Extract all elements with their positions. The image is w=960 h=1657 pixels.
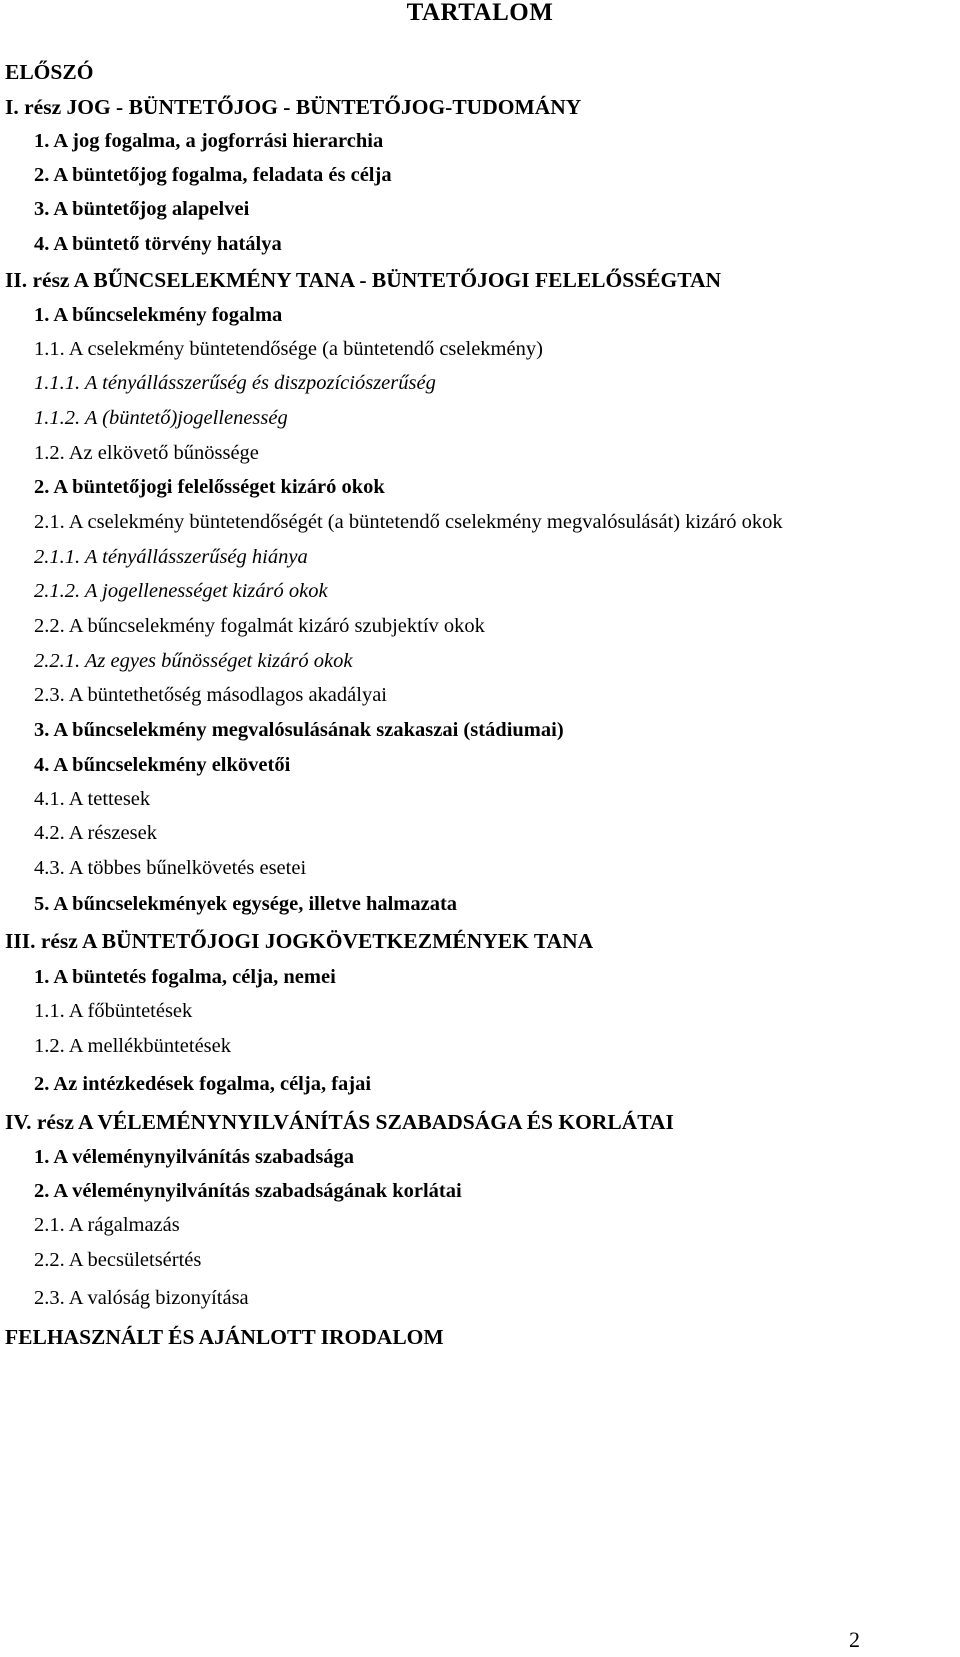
toc-entry: 1.2. A mellékbüntetések [34,1035,231,1057]
toc-entry: 4.2. A részesek [34,822,157,844]
toc-entry: 2.2. A bűncselekmény fogalmát kizáró szubjektív okok [34,615,485,637]
page-number: 2 [849,1627,860,1652]
toc-part-heading: II. rész A BŰNCSELEKMÉNY TANA - BÜNTETŐJOGI FELELŐSSÉGTAN [5,268,721,292]
toc-entry: 1.1.2. A (büntető)jogellenesség [34,407,288,429]
toc-entry: 4.3. A többes bűnelkövetés esetei [34,857,307,879]
toc-entry: 1.1. A főbüntetések [34,1000,193,1022]
toc-entry: 2.1.2. A jogellenességet kizáró okok [34,580,328,602]
toc-entry: 1. A véleménynyilvánítás szabadsága [34,1146,355,1168]
toc-entry: 2. A büntetőjog fogalma, feladata és célja [34,164,392,186]
toc-entry: 2.2. A becsületsértés [34,1249,202,1271]
toc-entry: 1.2. Az elkövető bűnössége [34,442,259,464]
toc-entry: 2.1. A cselekmény büntetendőségét (a büntetendő cselekmény megvalósulását) kizáró okok [34,511,783,533]
table-of-contents [0,54,960,1356]
toc-part-heading: I. rész JOG - BÜNTETŐJOG - BÜNTETŐJOG-TUDOMÁNY [5,95,582,119]
toc-part-heading: ELŐSZÓ [5,60,94,84]
toc-entry: 5. A bűncselekmények egysége, illetve halmazata [34,893,458,915]
toc-part-heading: FELHASZNÁLT ÉS AJÁNLOTT IRODALOM [5,1325,444,1349]
toc-entry: 2. Az intézkedések fogalma, célja, fajai [34,1073,372,1095]
toc-entry: 2.3. A valóság bizonyítása [34,1287,249,1309]
toc-entry: 1.1.1. A tényállásszerűség és diszpozíciószerűség [34,372,436,394]
toc-entry: 1.1. A cselekmény büntetendősége (a büntetendő cselekmény) [34,338,543,360]
toc-entry: 3. A bűncselekmény megvalósulásának szakaszai (stádiumai) [34,719,564,741]
toc-entry: 2.1.1. A tényállásszerűség hiánya [34,546,308,568]
toc-entry: 1. A büntetés fogalma, célja, nemei [34,966,336,988]
toc-part-heading: III. rész A BÜNTETŐJOGI JOGKÖVETKEZMÉNYEK TANA [5,929,594,953]
toc-part-heading: IV. rész A VÉLEMÉNYNYILVÁNÍTÁS SZABADSÁGA ÉS KORLÁTAI [5,1110,674,1134]
toc-entry: 2. A véleménynyilvánítás szabadságának korlátai [34,1180,462,1202]
toc-entry: 2.3. A büntethetőség másodlagos akadályai [34,684,387,706]
toc-entry: 4. A büntető törvény hatálya [34,233,282,255]
toc-entry: 2.2.1. Az egyes bűnösséget kizáró okok [34,650,353,672]
toc-entry: 1. A bűncselekmény fogalma [34,304,283,326]
toc-entry: 1. A jog fogalma, a jogforrási hierarchia [34,130,384,152]
toc-entry: 2.1. A rágalmazás [34,1214,180,1236]
toc-entry: 4.1. A tettesek [34,788,151,810]
page-title: TARTALOM [406,0,554,26]
toc-entry: 2. A büntetőjogi felelősséget kizáró okok [34,476,385,498]
toc-entry: 3. A büntetőjog alapelvei [34,198,250,220]
toc-entry: 4. A bűncselekmény elkövetői [34,754,291,776]
